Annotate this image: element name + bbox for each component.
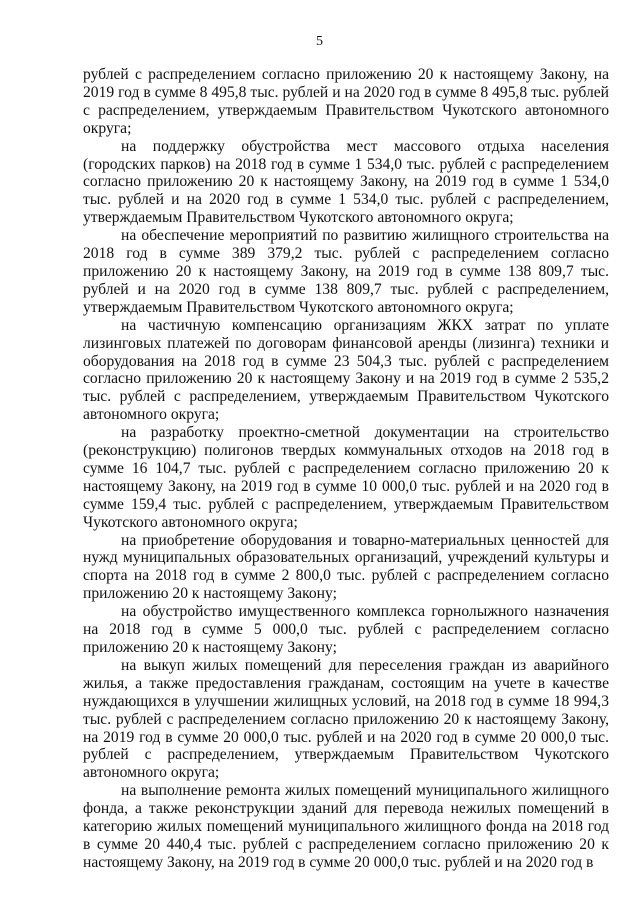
paragraph: на выкуп жилых помещений для переселения граждан из аварийного жилья, а также предоставления гражданам, состоящим на учете в качестве нуждающихся в улучшении жилищных условий, на 2018 год в сумме 18 994,3 тыс. рублей с распределением согласно приложению 20 к настоящему Закону, на 2019 год в сумме 20 000,0 тыс. рублей и на 2020 год в сумме 20 000,0 тыс. рублей с распределением, утверждаемым Правительством Чукотского автономного округа; [83, 656, 609, 782]
paragraph: на поддержку обустройства мест массового отдыха населения (городских парков) на 2018 год в сумме 1 534,0 тыс. рублей с распределением согласно приложению 20 к настоящему Закону, на 2019 год в сумме 1 534,0 тыс. рублей и на 2020 год в сумме 1 534,0 тыс. рублей с распределением, утверждаемым Правительством Чукотского автономного округа; [83, 137, 609, 227]
document-body [83, 66, 609, 872]
paragraph: на частичную компенсацию организациям ЖКХ затрат по уплате лизинговых платежей по договорам финансовой аренды (лизинга) техники и оборудования на 2018 год в сумме 23 504,3 тыс. рублей с распределением согласно приложению 20 к настоящему Закону и на 2019 год в сумме 2 535,2 тыс. рублей с распределением, утверждаемым Правительством Чукотского автономного округа; [83, 316, 609, 424]
paragraph: на обустройство имущественного комплекса горнолыжного назначения на 2018 год в сумме 5 000,0 тыс. рублей с распределением согласно приложению 20 к настоящему Закону; [83, 603, 609, 656]
paragraph: на выполнение ремонта жилых помещений муниципального жилищного фонда, а также реконструкции зданий для перевода нежилых помещений в категорию жилых помещений муниципального жилищного фонда на 2018 год в сумме 20 440,4 тыс. рублей с распределением согласно приложению 20 к настоящему Закону, на 2019 год в сумме 20 000,0 тыс. рублей и на 2020 год в [83, 782, 609, 871]
paragraph: на разработку проектно-сметной документации на строительство (реконструкцию) полигонов твердых коммунальных отходов на 2018 год в сумме 16 104,7 тыс. рублей с распределением согласно приложению 20 к настоящему Закону, на 2019 год в сумме 10 000,0 тыс. рублей и на 2020 год в сумме 159,4 тыс. рублей с распределением, утверждаемым Правительством Чукотского автономного округа; [83, 424, 609, 531]
paragraph: рублей с распределением согласно приложению 20 к настоящему Закону, на 2019 год в сумме 8 495,8 тыс. рублей и на 2020 год в сумме 8 495,8 тыс. рублей с распределением, утверждаемым Правительством Чукотского автономного округа; [83, 66, 609, 137]
paragraph: на приобретение оборудования и товарно-материальных ценностей для нужд муниципальных образовательных организаций, учреждений культуры и спорта на 2018 год в сумме 2 800,0 тыс. рублей с распределением согласно приложению 20 к настоящему Закону; [83, 531, 609, 603]
page-number: 5 [316, 34, 323, 49]
paragraph: на обеспечение мероприятий по развитию жилищного строительства на 2018 год в сумме 389 379,2 тыс. рублей с распределением согласно приложению 20 к настоящему Закону, на 2019 год в сумме 138 809,7 тыс. рублей и на 2020 год в сумме 138 809,7 тыс. рублей с распределением, утверждаемым Правительством Чукотского автономного округа; [83, 227, 609, 316]
